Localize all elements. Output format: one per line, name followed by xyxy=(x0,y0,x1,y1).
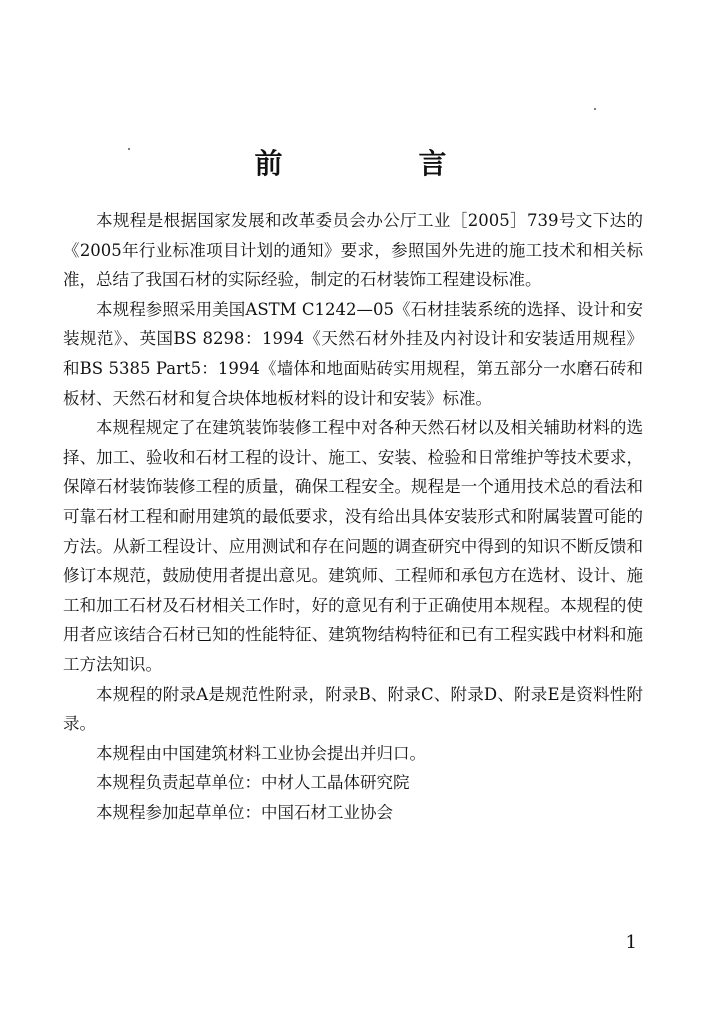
paragraph-5: 本规程由中国建筑材料工业协会提出并归口。 xyxy=(96,743,426,763)
scan-speck xyxy=(594,108,596,110)
paragraph-4: 本规程的附录A是规范性附录，附录B、附录C、附录D、附录E是资料性附录。 xyxy=(63,684,643,734)
document-body xyxy=(63,206,643,827)
paragraph-6: 本规程负责起草单位：中材人工晶体研究院 xyxy=(96,773,410,793)
page-title: 前 言 xyxy=(254,147,501,180)
paragraph-1: 本规程是根据国家发展和改革委员会办公厅工业［2005］739号文下达的《2005年行业标准项目计划的通知》要求，参照国外先进的施工技术和相关标准，总结了我国石材的实际经验，制定的石材装饰工程建设标准。 xyxy=(63,211,643,290)
paragraph-7: 本规程参加起草单位：中国石材工业协会 xyxy=(96,802,393,822)
paragraph-2: 本规程参照采用美国ASTM C1242—05《石材挂装系统的选择、设计和安装规范》、英国BS 8298：1994《天然石材外挂及内衬设计和安装适用规程》和BS 5385 Part5：1994《墙体和地面贴砖实用规程，第五部分一水磨石砖和板材、天然石材和复合块体地板材料的设计和安装》标准。 xyxy=(63,299,643,408)
paragraph-3: 本规程规定了在建筑装饰装修工程中对各种天然石材以及相关辅助材料的选择、加工、验收和石材工程的设计、施工、安装、检验和日常维护等技术要求，保障石材装饰装修工程的质量，确保工程安全。规程是一个通用技术总的看法和可靠石材工程和耐用建筑的最低要求，没有给出具体安装形式和附属装置可能的方法。从新工程设计、应用测试和存在问题的调查研究中得到的知识不断反馈和修订本规范，鼓励使用者提出意见。建筑师、工程师和承包方在选材、设计、施工和加工石材及石材相关工作时，好的意见有利于正确使用本规程。本规程的使用者应该结合石材已知的性能特征、建筑物结构特征和已有工程实践中材料和施工方法知识。 xyxy=(63,418,643,674)
page-number: 1 xyxy=(625,932,637,953)
